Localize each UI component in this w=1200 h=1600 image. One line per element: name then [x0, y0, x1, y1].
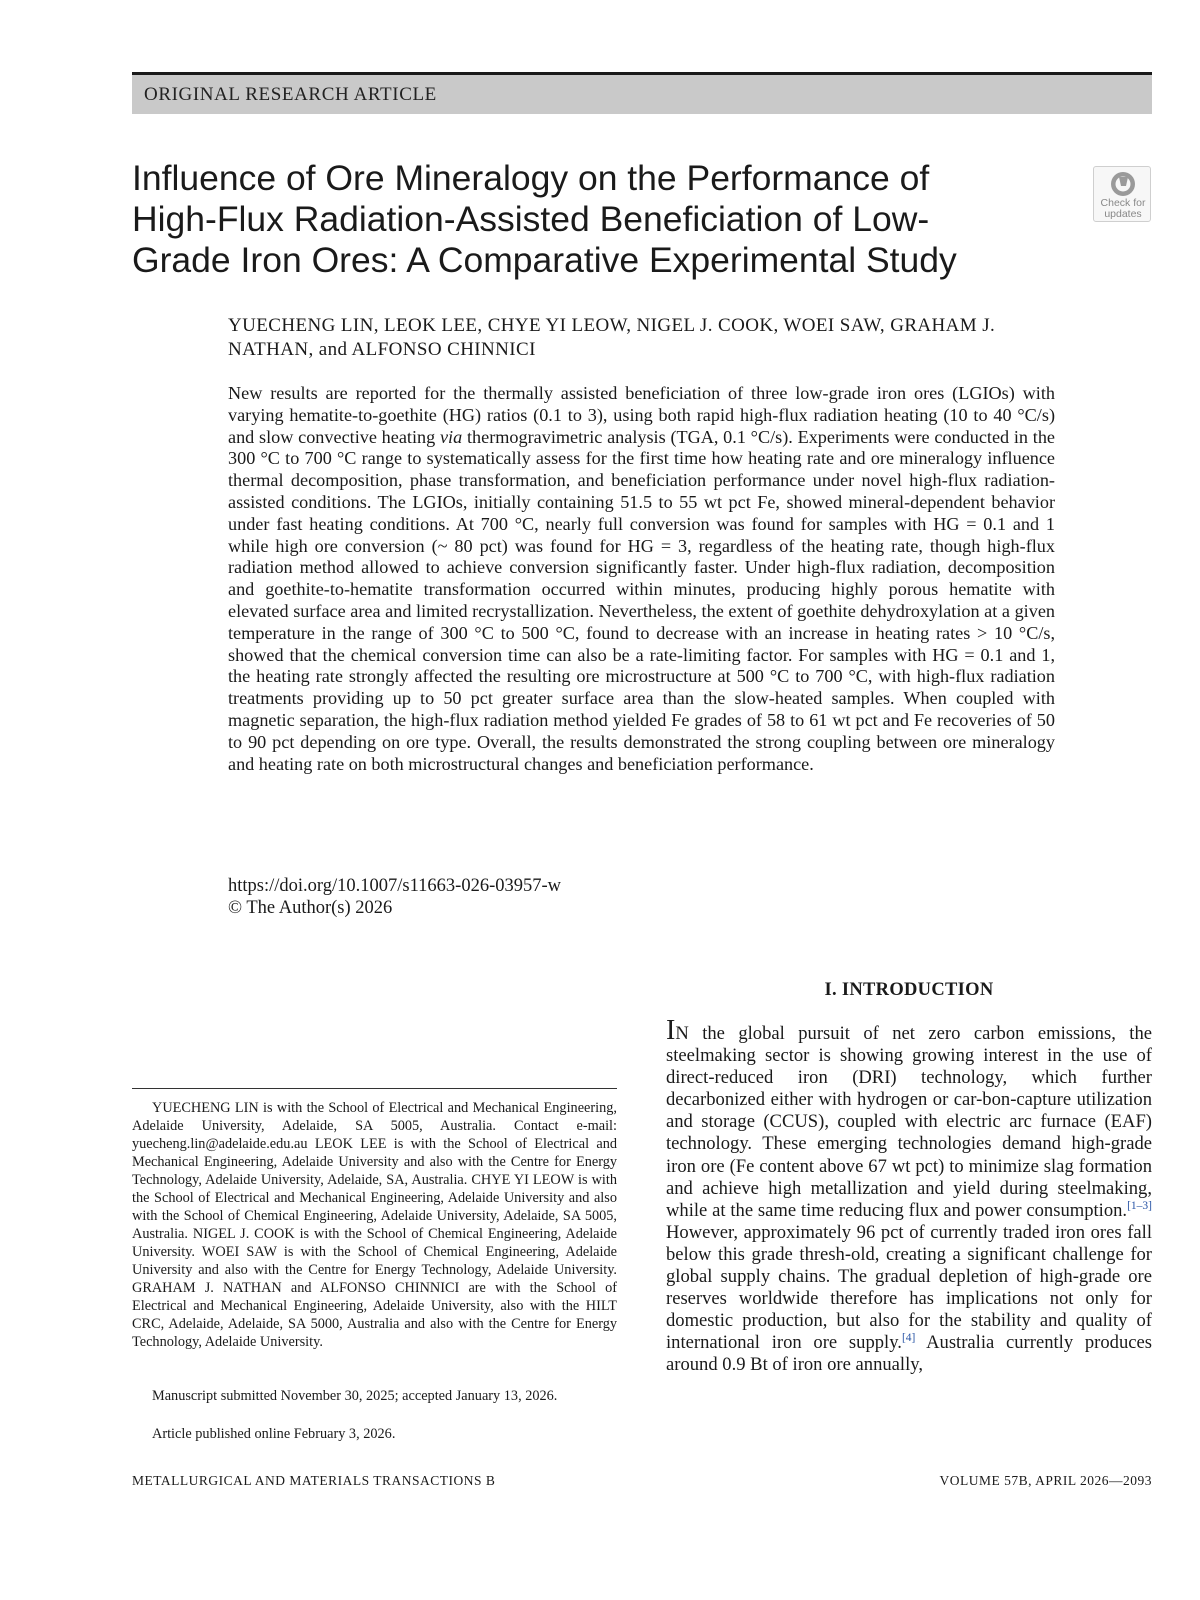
- drop-cap: I: [666, 1015, 676, 1046]
- section-heading-introduction: I. INTRODUCTION: [824, 980, 994, 1000]
- abstract-italic: via: [439, 426, 463, 447]
- publication-date: Article published online February 3, 2026.: [152, 1426, 396, 1442]
- article-type-banner: [132, 72, 1152, 114]
- intro-text-1: N the global pursuit of net zero carbon emissions, the steelmaking sector is showing growing interest in the use of direct-reduced iron (DRI) technology, which further decarbonized either with hydrogen or car-bon-capture utilization and storage (CCUS), coupled with electric arc furnace (EAF) technology. These emerging technologies demand high-grade iron ore (Fe content above 67 wt pct) to minimize slag formation and achieve high metallization and yield during steelmaking, while at the same time reducing flux and power consumption.: [666, 1023, 1152, 1221]
- update-badge-icon: [1110, 171, 1136, 197]
- journal-name: METALLURGICAL AND MATERIALS TRANSACTIONS B: [132, 1473, 496, 1488]
- check-for-updates-button[interactable]: [1093, 166, 1151, 222]
- check-updates-line2: updates: [1104, 207, 1142, 220]
- introduction-text: [666, 1015, 1152, 1377]
- intro-text-2: However, approximately 96 pct of currently traded iron ores fall below this grade thresh-old, creating a significant challenge for global supply chains. The gradual depletion of high-grade ore reserves worldwide therefore has implications not only for domestic production, but also for the stability and quality of international iron ore supply.: [666, 1221, 1152, 1354]
- copyright-notice: © The Author(s) 2026: [228, 898, 393, 918]
- citation-link[interactable]: [1–3]: [1127, 1199, 1152, 1212]
- footnote-divider: [132, 1088, 617, 1089]
- author-list: YUECHENG LIN, LEOK LEE, CHYE YI LEOW, NIGEL J. COOK, WOEI SAW, GRAHAM J. NATHAN, and ALFONSO CHINNICI: [228, 315, 996, 360]
- abstract-text-1: New results are reported for the thermally assisted beneficiation of three low-grade iron ores (LGIOs) with varying hematite-to-goethite (HG) ratios (0.1 to 3), using both rapid high-flux radiation heating (10 to 40 °C/s) and slow convective heating: [228, 383, 1055, 447]
- abstract-text-2: thermogravimetric analysis (TGA, 0.1 °C/s). Experiments were conducted in the 300 °C to 700 °C range to systematically assess for the first time how heating rate and ore mineralogy influence thermal decomposition, phase transformation, and beneficiation performance under novel high-flux radiation-assisted conditions. The LGIOs, initially containing 51.5 to 55 wt pct Fe, showed mineral-dependent behavior under fast heating conditions. At 700 °C, nearly full conversion was found for samples with HG = 0.1 and 1 while high ore conversion (~ 80 pct) was found for HG = 3, regardless of the heating rate, though high-flux radiation method allowed to achieve conversion significantly faster. Under high-flux radiation, decomposition and goethite-to-hematite transformation occurred within minutes, producing highly porous hematite with elevated surface area and limited recrystallization. Nevertheless, the extent of goethite dehydroxylation at a given temperature in the range of 300 °C to 500 °C, found to decrease with an increase in heating rates > 10 °C/s, showed that the chemical conversion time can also be a rate-limiting factor. For samples with HG = 0.1 and 1, the heating rate strongly affected the resulting ore microstructure at 500 °C to 700 °C, with high-flux radiation treatments providing up to 50 pct greater surface area than the slow-heated samples. When coupled with magnetic separation, the high-flux radiation method yielded Fe grades of 58 to 61 wt pct and Fe recoveries of 50 to 90 pct depending on ore type. Overall, the results demonstrated the strong coupling between ore mineralogy and heating rate on both microstructural changes and beneficiation performance.: [228, 426, 1055, 774]
- article-title: Influence of Ore Mineralogy on the Performance of High-Flux Radiation-Assisted Beneficiation of Low-Grade Iron Ores: A Comparative Experimental Study: [132, 158, 957, 280]
- abstract: [228, 383, 1055, 775]
- author-affiliations: YUECHENG LIN is with the School of Electrical and Mechanical Engineering, Adelaide University, Adelaide, SA 5005, Australia. Contact e-mail: yuecheng.lin@adelaide.edu.au LEOK LEE is with the School of Electrical and Mechanical Engineering, Adelaide University and also with the Centre for Energy Technology, Adelaide University, Adelaide, SA, Australia. CHYE YI LEOW is with the School of Electrical and Mechanical Engineering, Adelaide University and also with the School of Chemical Engineering, Adelaide University, Adelaide, SA 5005, Australia. NIGEL J. COOK is with the School of Chemical Engineering, Adelaide University. WOEI SAW is with the School of Chemical Engineering, Adelaide University and also with the Centre for Energy Technology, Adelaide University. GRAHAM J. NATHAN and ALFONSO CHINNICI are with the School of Electrical and Mechanical Engineering, Adelaide University, also with the HILT CRC, Adelaide, Adelaide, SA 5000, Australia and also with the Centre for Energy Technology, Adelaide University.: [132, 1100, 617, 1350]
- intro-text-3: Australia currently produces around 0.9 Bt of iron ore annually,: [666, 1332, 1152, 1376]
- citation-link[interactable]: [4]: [901, 1332, 916, 1345]
- manuscript-dates: Manuscript submitted November 30, 2025; accepted January 13, 2026.: [152, 1388, 558, 1404]
- volume-page: VOLUME 57B, APRIL 2026—2093: [939, 1473, 1152, 1488]
- article-type-label: ORIGINAL RESEARCH ARTICLE: [144, 84, 437, 105]
- check-updates-line1: Check for: [1100, 197, 1146, 209]
- doi-link[interactable]: https://doi.org/10.1007/s11663-026-03957-w: [228, 876, 561, 896]
